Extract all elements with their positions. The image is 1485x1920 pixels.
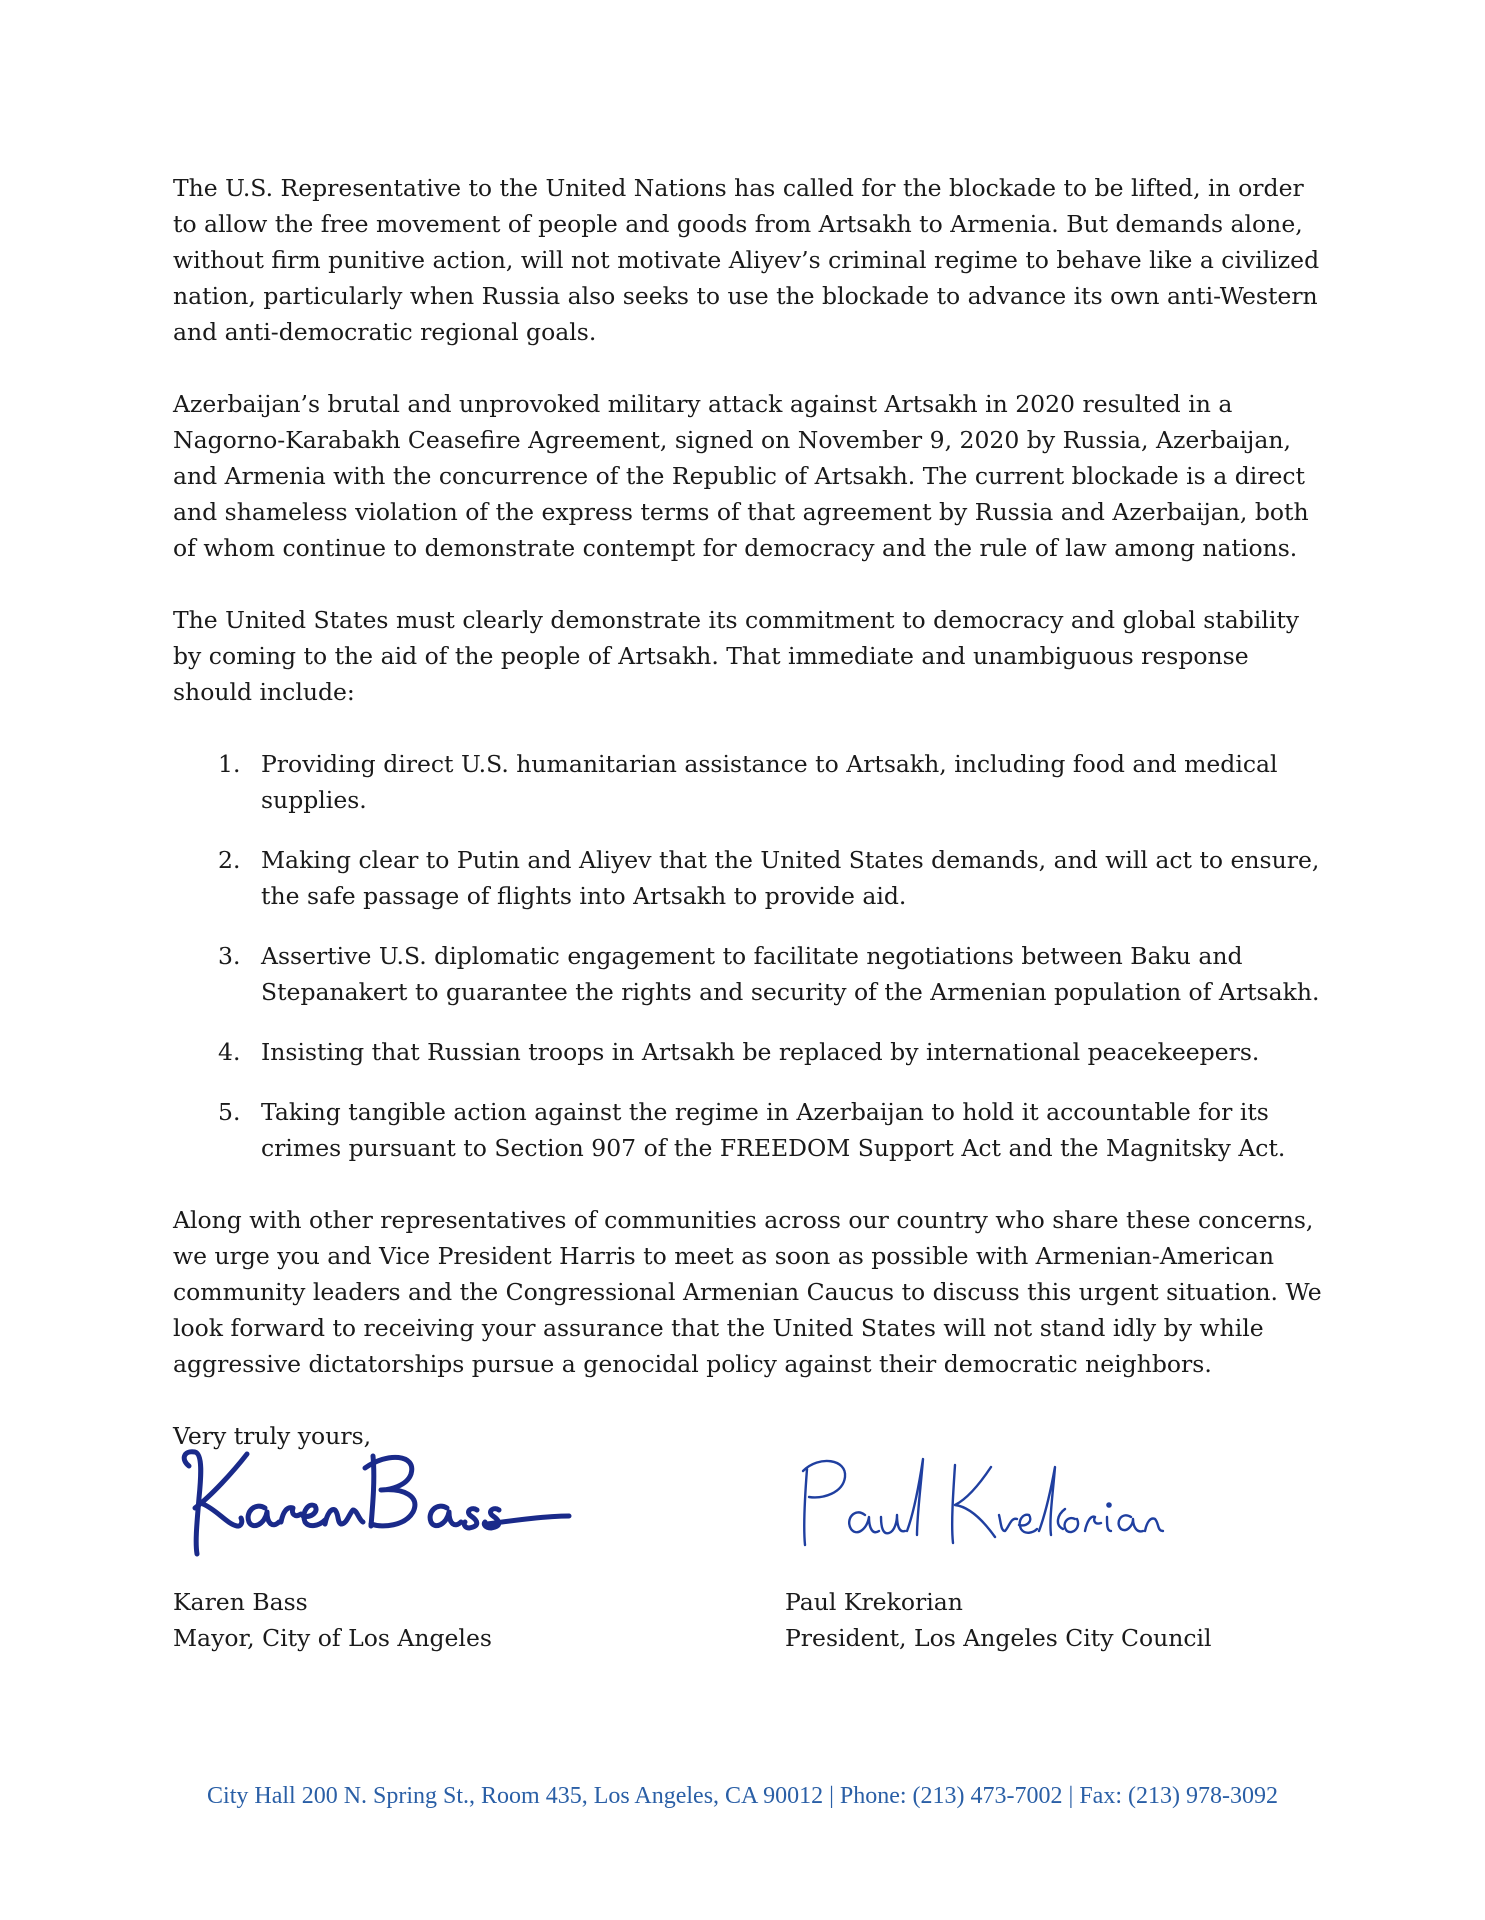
list-item-number: 1.: [218, 750, 241, 778]
paragraph-ceasefire-agreement: Azerbaijan’s brutal and unprovoked military attack against Artsakh in 2020 resulted in a Nagorno-Karabakh Ceasefire Agreement, signed on November 9, 2020 by Russia, Azerbaijan, and Armenia with the concurrence of the Republic of Artsakh. The current blockade is a direct and shameless violation of the express terms of that agreement by Russia and Azerbaijan, both of whom continue to demonstrate contempt for democracy and the rule of law among nations.: [173, 390, 1309, 562]
list-item: [173, 842, 1323, 914]
signatory-left-text: [173, 1584, 492, 1656]
list-item: [173, 938, 1323, 1010]
paragraph-un-blockade: The U.S. Representative to the United Nations has called for the blockade to be lifted, in order to allow the free movement of people and goods from Artsakh to Armenia. But demands alone, without firm punitive action, will not motivate Aliyev’s criminal regime to behave like a civilized nation, particularly when Russia also seeks to use the blockade to advance its own anti-Western and anti-democratic regional goals.: [173, 174, 1320, 346]
paragraph-us-response: The United States must clearly demonstrate its commitment to democracy and global stability by coming to the aid of the people of Artsakh. That immediate and unambiguous response should include:: [173, 606, 1300, 706]
letter-body: [173, 170, 1323, 1454]
list-item-number: 5.: [218, 1098, 241, 1126]
list-item-text: Insisting that Russian troops in Artsakh be replaced by international peacekeepers.: [261, 1038, 1260, 1066]
list-item-number: 2.: [218, 846, 241, 874]
list-item-number: 3.: [218, 942, 241, 970]
footer-contact-info: City Hall 200 N. Spring St., Room 435, Los Angeles, CA 90012 | Phone: (213) 473-7002 | Fax: (213) 978-3092: [207, 1783, 1278, 1809]
demands-list: [173, 746, 1323, 1166]
list-item-number: 4.: [218, 1038, 241, 1066]
closing-salutation: Very truly yours,: [173, 1422, 372, 1450]
signatory-name: Paul Krekorian: [785, 1588, 963, 1616]
list-item: [173, 746, 1323, 818]
signature-paul-krekorian: [795, 1445, 1175, 1555]
list-item: [173, 1094, 1323, 1166]
list-item: [173, 1034, 1323, 1070]
paragraph-meeting-request: Along with other representatives of communities across our country who share these concerns, we urge you and Vice President Harris to meet as soon as possible with Armenian-American community leaders and the Congressional Armenian Caucus to discuss this urgent situation. We look forward to receiving your assurance that the United States will not stand idly by while aggressive dictatorships pursue a genocidal policy against their democratic neighbors.: [173, 1206, 1322, 1378]
signatory-title: President, Los Angeles City Council: [785, 1624, 1212, 1652]
signatory-right-text: [785, 1584, 1212, 1656]
signatory-name: Karen Bass: [173, 1588, 308, 1616]
signatory-title: Mayor, City of Los Angeles: [173, 1624, 492, 1652]
list-item-text: Taking tangible action against the regime in Azerbaijan to hold it accountable for its crimes pursuant to Section 907 of the FREEDOM Support Act and the Magnitsky Act.: [261, 1098, 1286, 1162]
signature-karen-bass: [177, 1438, 577, 1568]
list-item-text: Making clear to Putin and Aliyev that the United States demands, and will act to ensure, the safe passage of flights into Artsakh to provide aid.: [261, 846, 1320, 910]
list-item-text: Assertive U.S. diplomatic engagement to facilitate negotiations between Baku and Stepanakert to guarantee the rights and security of the Armenian population of Artsakh.: [261, 942, 1320, 1006]
list-item-text: Providing direct U.S. humanitarian assistance to Artsakh, including food and medical supplies.: [261, 750, 1278, 814]
